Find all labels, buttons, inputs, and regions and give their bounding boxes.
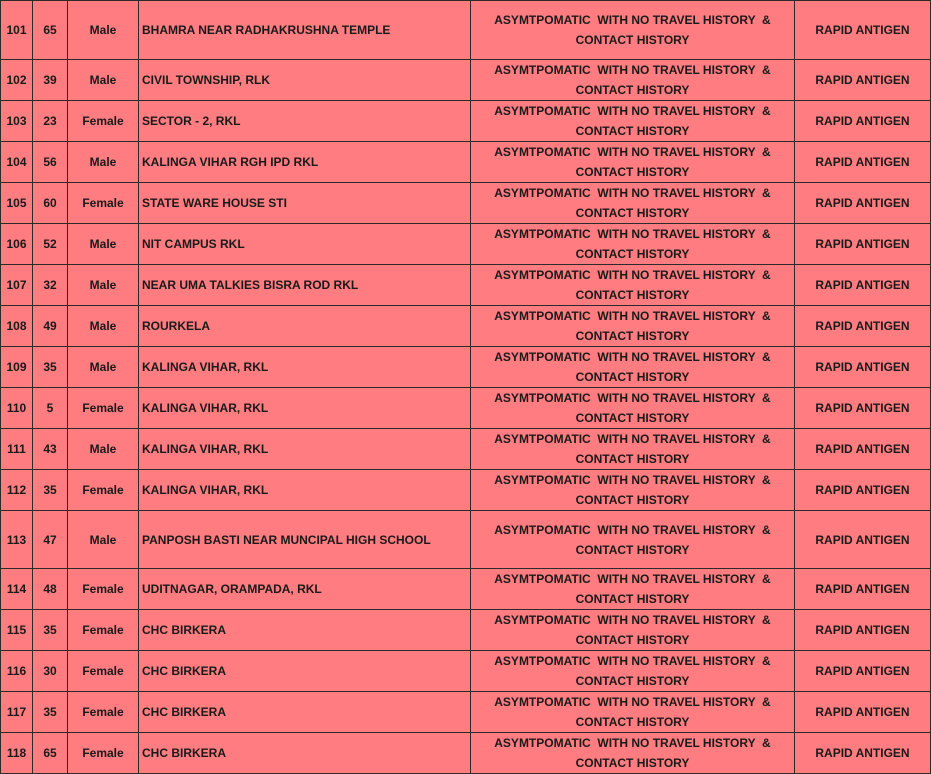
cell-age: 48 xyxy=(33,569,68,610)
cell-test-type: RAPID ANTIGEN xyxy=(795,224,931,265)
cell-test-type: RAPID ANTIGEN xyxy=(795,347,931,388)
symptom-line-2: CONTACT HISTORY xyxy=(575,452,690,466)
symptom-line-2: CONTACT HISTORY xyxy=(575,288,690,302)
table-row xyxy=(1,470,931,511)
cell-serial-number: 102 xyxy=(1,60,33,101)
symptom-line-1: ASYMTPOMATIC WITH NO TRAVEL HISTORY & xyxy=(494,654,771,668)
cell-serial-number: 108 xyxy=(1,306,33,347)
cell-address: KALINGA VIHAR RGH IPD RKL xyxy=(139,142,471,183)
cell-test-type: RAPID ANTIGEN xyxy=(795,651,931,692)
table-row xyxy=(1,610,931,651)
table-row xyxy=(1,183,931,224)
cell-symptom-history xyxy=(471,101,795,142)
cell-symptom-history xyxy=(471,60,795,101)
symptom-line-1: ASYMTPOMATIC WITH NO TRAVEL HISTORY & xyxy=(494,572,771,586)
cell-gender: Male xyxy=(68,511,139,569)
cell-symptom-history xyxy=(471,347,795,388)
cell-serial-number: 118 xyxy=(1,733,33,774)
cell-gender: Male xyxy=(68,60,139,101)
cell-test-type: RAPID ANTIGEN xyxy=(795,60,931,101)
symptom-line-2: CONTACT HISTORY xyxy=(575,247,690,261)
cell-age: 56 xyxy=(33,142,68,183)
cell-serial-number: 110 xyxy=(1,388,33,429)
cell-address: KALINGA VIHAR, RKL xyxy=(139,429,471,470)
cell-symptom-history xyxy=(471,733,795,774)
cell-test-type: RAPID ANTIGEN xyxy=(795,101,931,142)
symptom-line-1: ASYMTPOMATIC WITH NO TRAVEL HISTORY & xyxy=(494,695,771,709)
symptom-line-2: CONTACT HISTORY xyxy=(575,206,690,220)
cell-address: CHC BIRKERA xyxy=(139,610,471,651)
cell-age: 65 xyxy=(33,733,68,774)
cell-gender: Female xyxy=(68,470,139,511)
cell-test-type: RAPID ANTIGEN xyxy=(795,511,931,569)
cell-age: 30 xyxy=(33,651,68,692)
cell-age: 35 xyxy=(33,470,68,511)
symptom-line-1: ASYMTPOMATIC WITH NO TRAVEL HISTORY & xyxy=(494,186,771,200)
table-row xyxy=(1,306,931,347)
cell-serial-number: 106 xyxy=(1,224,33,265)
cell-address: UDITNAGAR, ORAMPADA, RKL xyxy=(139,569,471,610)
symptom-line-2: CONTACT HISTORY xyxy=(575,411,690,425)
symptom-line-2: CONTACT HISTORY xyxy=(575,715,690,729)
cell-address: CIVIL TOWNSHIP, RLK xyxy=(139,60,471,101)
table-row xyxy=(1,142,931,183)
table-row xyxy=(1,569,931,610)
cell-test-type: RAPID ANTIGEN xyxy=(795,1,931,60)
cell-address: STATE WARE HOUSE STI xyxy=(139,183,471,224)
symptom-line-1: ASYMTPOMATIC WITH NO TRAVEL HISTORY & xyxy=(494,268,771,282)
table-row xyxy=(1,224,931,265)
table-row xyxy=(1,1,931,60)
cell-test-type: RAPID ANTIGEN xyxy=(795,692,931,733)
cell-address: BHAMRA NEAR RADHAKRUSHNA TEMPLE xyxy=(139,1,471,60)
symptom-line-2: CONTACT HISTORY xyxy=(575,83,690,97)
cell-test-type: RAPID ANTIGEN xyxy=(795,183,931,224)
table-row xyxy=(1,388,931,429)
symptom-line-2: CONTACT HISTORY xyxy=(575,756,690,770)
cell-test-type: RAPID ANTIGEN xyxy=(795,733,931,774)
cell-symptom-history xyxy=(471,142,795,183)
cell-gender: Female xyxy=(68,569,139,610)
table-row xyxy=(1,265,931,306)
cell-serial-number: 115 xyxy=(1,610,33,651)
cell-gender: Female xyxy=(68,101,139,142)
table-row xyxy=(1,511,931,569)
cell-age: 23 xyxy=(33,101,68,142)
cell-serial-number: 117 xyxy=(1,692,33,733)
cell-symptom-history xyxy=(471,265,795,306)
table-row xyxy=(1,692,931,733)
symptom-line-1: ASYMTPOMATIC WITH NO TRAVEL HISTORY & xyxy=(494,473,771,487)
cell-gender: Female xyxy=(68,183,139,224)
cell-address: SECTOR - 2, RKL xyxy=(139,101,471,142)
cell-age: 39 xyxy=(33,60,68,101)
cell-symptom-history xyxy=(471,470,795,511)
cell-test-type: RAPID ANTIGEN xyxy=(795,388,931,429)
symptom-line-2: CONTACT HISTORY xyxy=(575,674,690,688)
symptom-line-1: ASYMTPOMATIC WITH NO TRAVEL HISTORY & xyxy=(494,350,771,364)
cell-gender: Male xyxy=(68,347,139,388)
cell-serial-number: 114 xyxy=(1,569,33,610)
symptom-line-2: CONTACT HISTORY xyxy=(575,33,690,47)
cell-gender: Female xyxy=(68,388,139,429)
symptom-line-1: ASYMTPOMATIC WITH NO TRAVEL HISTORY & xyxy=(494,13,771,27)
symptom-line-1: ASYMTPOMATIC WITH NO TRAVEL HISTORY & xyxy=(494,613,771,627)
symptom-line-1: ASYMTPOMATIC WITH NO TRAVEL HISTORY & xyxy=(494,432,771,446)
symptom-line-1: ASYMTPOMATIC WITH NO TRAVEL HISTORY & xyxy=(494,736,771,750)
cell-gender: Male xyxy=(68,265,139,306)
cell-serial-number: 103 xyxy=(1,101,33,142)
cell-age: 49 xyxy=(33,306,68,347)
cell-age: 35 xyxy=(33,610,68,651)
symptom-line-1: ASYMTPOMATIC WITH NO TRAVEL HISTORY & xyxy=(494,227,771,241)
symptom-line-2: CONTACT HISTORY xyxy=(575,124,690,138)
table-row xyxy=(1,347,931,388)
cell-serial-number: 104 xyxy=(1,142,33,183)
cell-symptom-history xyxy=(471,610,795,651)
cell-serial-number: 112 xyxy=(1,470,33,511)
table-row xyxy=(1,60,931,101)
cell-test-type: RAPID ANTIGEN xyxy=(795,306,931,347)
symptom-line-2: CONTACT HISTORY xyxy=(575,493,690,507)
symptom-line-2: CONTACT HISTORY xyxy=(575,542,690,557)
cell-address: PANPOSH BASTI NEAR MUNCIPAL HIGH SCHOOL xyxy=(139,511,471,569)
cell-age: 5 xyxy=(33,388,68,429)
cell-symptom-history xyxy=(471,1,795,60)
cell-serial-number: 116 xyxy=(1,651,33,692)
cell-serial-number: 107 xyxy=(1,265,33,306)
symptom-line-1: ASYMTPOMATIC WITH NO TRAVEL HISTORY & xyxy=(494,63,771,77)
cell-symptom-history xyxy=(471,183,795,224)
cell-symptom-history xyxy=(471,692,795,733)
symptom-line-2: CONTACT HISTORY xyxy=(575,592,690,606)
cell-age: 65 xyxy=(33,1,68,60)
symptom-line-2: CONTACT HISTORY xyxy=(575,329,690,343)
cell-test-type: RAPID ANTIGEN xyxy=(795,142,931,183)
cell-age: 32 xyxy=(33,265,68,306)
cell-address: KALINGA VIHAR, RKL xyxy=(139,388,471,429)
cell-gender: Male xyxy=(68,306,139,347)
cell-age: 60 xyxy=(33,183,68,224)
cell-gender: Female xyxy=(68,692,139,733)
cell-age: 47 xyxy=(33,511,68,569)
cell-test-type: RAPID ANTIGEN xyxy=(795,569,931,610)
cell-serial-number: 109 xyxy=(1,347,33,388)
cell-symptom-history xyxy=(471,429,795,470)
symptom-line-2: CONTACT HISTORY xyxy=(575,165,690,179)
cell-age: 52 xyxy=(33,224,68,265)
cell-age: 43 xyxy=(33,429,68,470)
cell-gender: Female xyxy=(68,651,139,692)
cell-age: 35 xyxy=(33,692,68,733)
cell-address: NIT CAMPUS RKL xyxy=(139,224,471,265)
table-row xyxy=(1,733,931,774)
cell-symptom-history xyxy=(471,511,795,569)
cell-address: KALINGA VIHAR, RKL xyxy=(139,470,471,511)
cell-address: CHC BIRKERA xyxy=(139,733,471,774)
cell-gender: Male xyxy=(68,1,139,60)
symptom-line-1: ASYMTPOMATIC WITH NO TRAVEL HISTORY & xyxy=(494,391,771,405)
symptom-line-1: ASYMTPOMATIC WITH NO TRAVEL HISTORY & xyxy=(494,309,771,323)
table-row xyxy=(1,429,931,470)
cell-symptom-history xyxy=(471,306,795,347)
cell-test-type: RAPID ANTIGEN xyxy=(795,470,931,511)
cell-gender: Male xyxy=(68,142,139,183)
cell-symptom-history xyxy=(471,651,795,692)
cell-symptom-history xyxy=(471,569,795,610)
cell-test-type: RAPID ANTIGEN xyxy=(795,429,931,470)
cell-address: NEAR UMA TALKIES BISRA ROD RKL xyxy=(139,265,471,306)
cell-age: 35 xyxy=(33,347,68,388)
table-row xyxy=(1,101,931,142)
cell-symptom-history xyxy=(471,224,795,265)
cell-address: ROURKELA xyxy=(139,306,471,347)
cell-gender: Male xyxy=(68,429,139,470)
cell-gender: Male xyxy=(68,224,139,265)
symptom-line-2: CONTACT HISTORY xyxy=(575,370,690,384)
cell-serial-number: 113 xyxy=(1,511,33,569)
cell-serial-number: 105 xyxy=(1,183,33,224)
table-row xyxy=(1,651,931,692)
cell-gender: Female xyxy=(68,733,139,774)
cell-serial-number: 101 xyxy=(1,1,33,60)
cell-symptom-history xyxy=(471,388,795,429)
symptom-line-1: ASYMTPOMATIC WITH NO TRAVEL HISTORY & xyxy=(494,522,771,537)
cell-address: CHC BIRKERA xyxy=(139,692,471,733)
cell-test-type: RAPID ANTIGEN xyxy=(795,265,931,306)
symptom-line-1: ASYMTPOMATIC WITH NO TRAVEL HISTORY & xyxy=(494,145,771,159)
cell-gender: Female xyxy=(68,610,139,651)
symptom-line-2: CONTACT HISTORY xyxy=(575,633,690,647)
cell-serial-number: 111 xyxy=(1,429,33,470)
symptom-line-1: ASYMTPOMATIC WITH NO TRAVEL HISTORY & xyxy=(494,104,771,118)
cell-address: CHC BIRKERA xyxy=(139,651,471,692)
cell-address: KALINGA VIHAR, RKL xyxy=(139,347,471,388)
cell-test-type: RAPID ANTIGEN xyxy=(795,610,931,651)
